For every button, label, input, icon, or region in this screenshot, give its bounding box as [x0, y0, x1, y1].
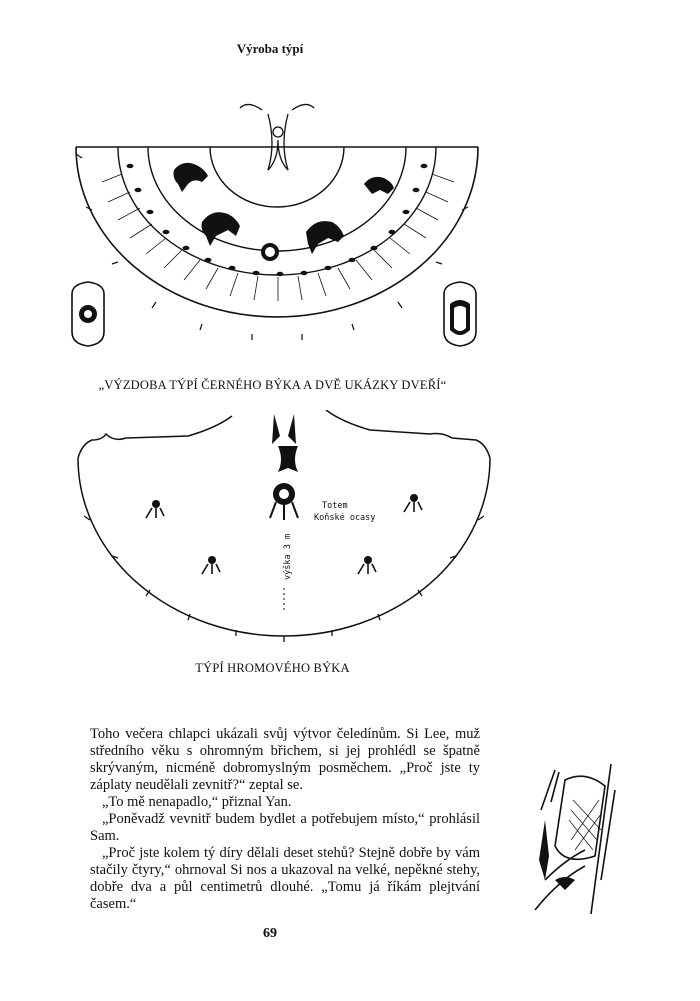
tipi-smoke-flap-arc	[210, 147, 344, 207]
side-sketch-illustration	[515, 760, 625, 920]
paragraph: „Poněvadž vevnitř budem bydlet a potřebujem místo,“ prohlásil Sam.	[90, 811, 480, 844]
paragraph: Toho večera chlapci ukázali svůj výtvor čeledínům. Si Lee, muž středního věku s ohromným břichem, si jej prohlédl se špatně skrývaným, nicméně dobromyslným posměchem. „Proč jste ty záplaty neudělali zevnitř?“ zeptal se.	[90, 726, 480, 793]
figure-caption-black-bull: „VÝZDOBA TÝPÍ ČERNÉHO BÝKA A DVĚ UKÁZKY DVEŘÍ“	[98, 378, 447, 392]
running-header: Výroba týpí	[236, 41, 304, 56]
body-text	[90, 726, 480, 913]
totem-ornament	[270, 483, 298, 520]
page-number: 69	[263, 926, 277, 941]
tipi-circle-band	[148, 147, 406, 251]
horse-tails-label: Koňské ocasy	[314, 513, 376, 523]
tipi-outer-edge	[76, 147, 478, 317]
paragraph: „To mě nenapadlo,“ přiznal Yan.	[102, 794, 292, 810]
totem-label: Totem	[322, 501, 348, 511]
height-label: výška 3 m	[283, 533, 293, 580]
smoke-flap-ornament	[240, 104, 314, 170]
black-bull-tipi-illustration	[62, 92, 492, 362]
figure-caption-thunder-bull: TÝPÍ HROMOVÉHO BÝKA	[195, 661, 350, 675]
tipi-top-edge-left	[78, 416, 232, 458]
paragraph: „Proč jste kolem tý díry dělali deset stehů? Stejně dobře by vám stačily čtyry,“ ohrnoval Si nos a ukazoval na velké, nepěkné stehy, dobře dva a půl centimetrů dlouhé. „Tomu já říkám plejtvání časem.“	[90, 845, 480, 912]
door-sample-left	[72, 282, 104, 346]
smoke-flap-ornament	[272, 414, 298, 472]
painted-figures	[174, 163, 395, 261]
door-sample-right	[444, 282, 476, 346]
thunder-bull-tipi-illustration	[70, 410, 500, 650]
